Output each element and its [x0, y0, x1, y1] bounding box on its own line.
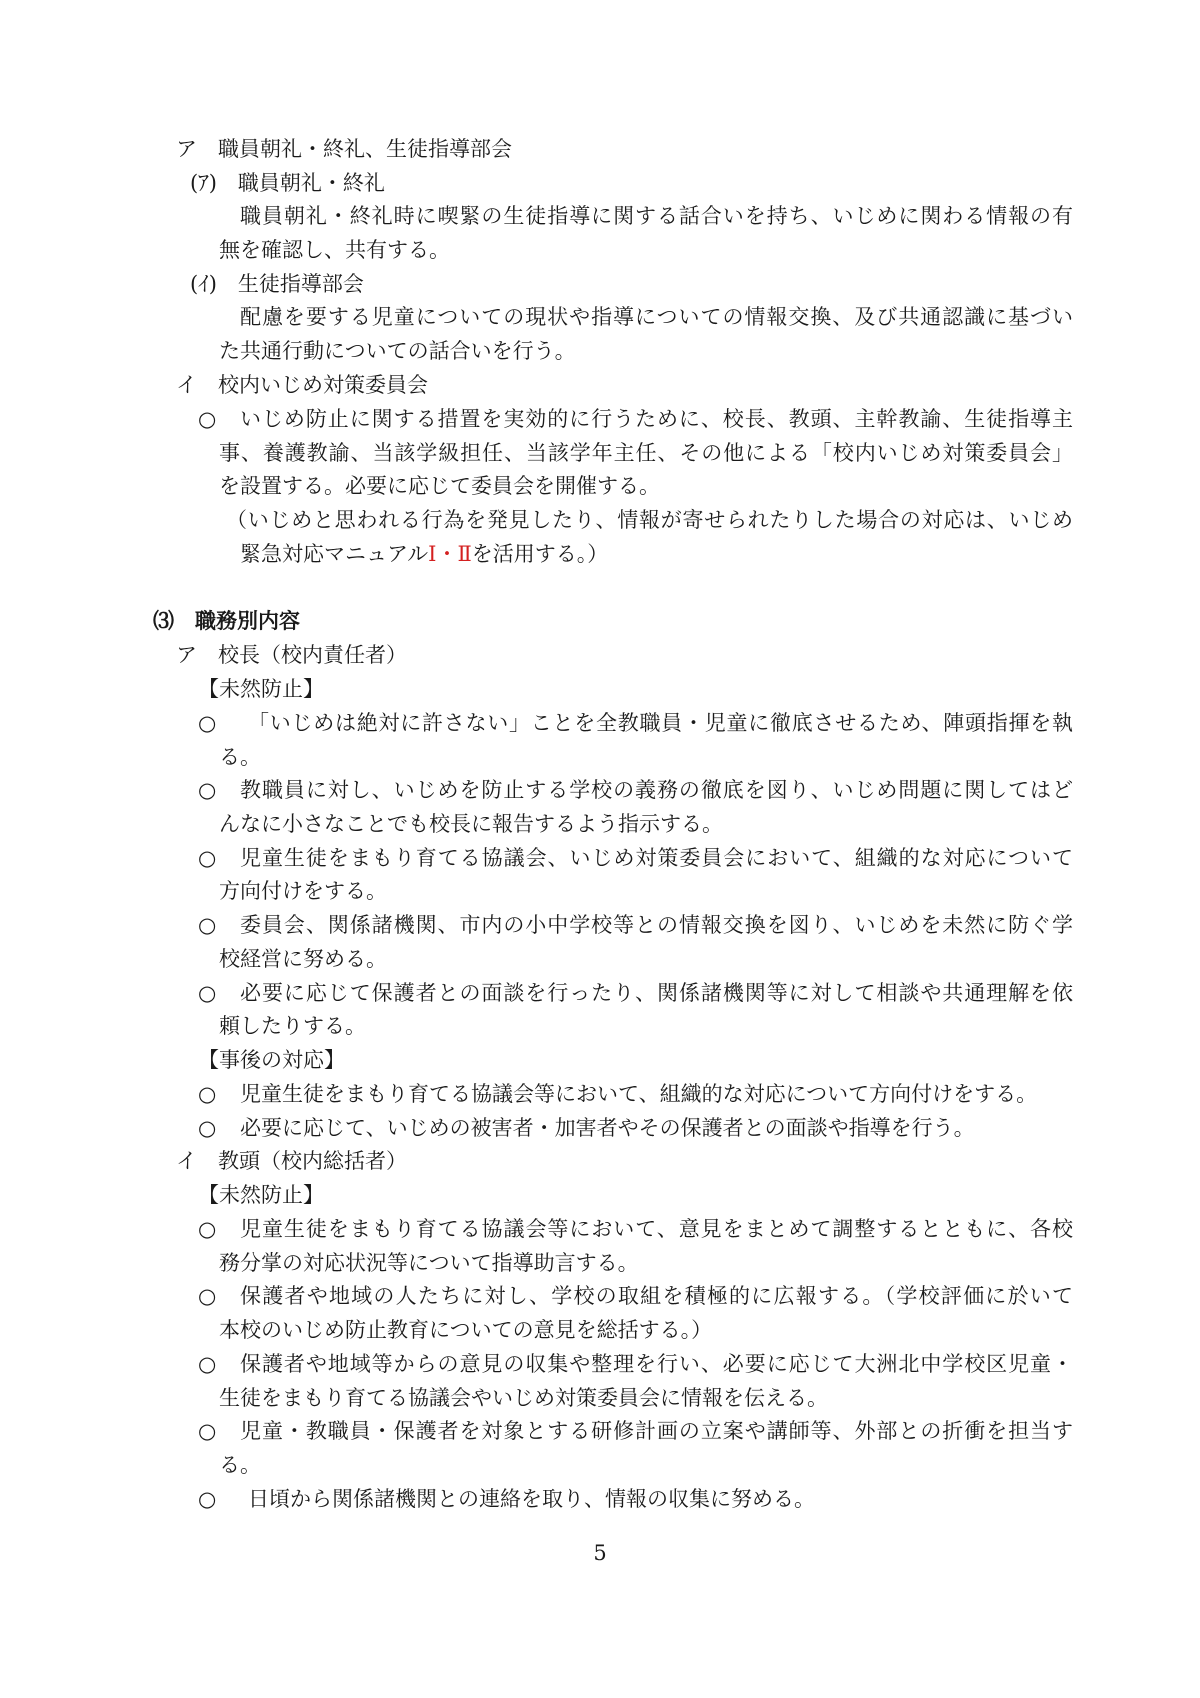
- section-i-heading: イ 校内いじめ対策委員会: [176, 373, 428, 397]
- list-item: 必要に応じて保護者との面談を行ったり、関係諸機関等に対して相談や共通理解を依: [240, 981, 1073, 1005]
- paragraph-line: いじめ防止に関する措置を実効的に行うために、校長、教頭、主幹教諭、生徒指導主: [240, 407, 1073, 431]
- list-item: 保護者や地域等からの意見の収集や整理を行い、必要に応じて大洲北中学校区児童・: [240, 1352, 1073, 1376]
- list-item: 児童生徒をまもり育てる協議会等において、意見をまとめて調整するとともに、各校: [240, 1217, 1073, 1241]
- list-item: 保護者や地域の人たちに対し、学校の取組を積極的に広報する。（学校評価に於いて: [240, 1284, 1073, 1308]
- list-item: 日頃から関係諸機関との連絡を取り、情報の収集に努める。: [248, 1487, 815, 1511]
- list-item-continuation: る。: [219, 745, 261, 769]
- list-item: 児童生徒をまもり育てる協議会、いじめ対策委員会において、組織的な対応について: [240, 846, 1073, 870]
- paragraph-line: 事、養護教諭、当該学級担任、当該学年主任、その他による「校内いじめ対策委員会」: [219, 441, 1073, 465]
- list-item-continuation: 生徒をまもり育てる協議会やいじめ対策委員会に情報を伝える。: [219, 1386, 828, 1410]
- section-a-heading: ア 職員朝礼・終礼、生徒指導部会: [176, 137, 512, 161]
- list-item-continuation: 務分掌の対応状況等について指導助言する。: [219, 1251, 639, 1275]
- list-item-continuation: 本校のいじめ防止教育についての意見を総括する。）: [219, 1318, 713, 1342]
- list-item-continuation: んなに小さなことでも校長に報告するよう指示する。: [219, 812, 723, 836]
- paragraph-line: 配慮を要する児童についての現状や指導についての情報交換、及び共通認識に基づい: [240, 305, 1073, 329]
- note-line: [240, 537, 608, 571]
- bullet-circle: ○: [198, 1487, 217, 1511]
- section-3-heading: ⑶ 職務別内容: [153, 608, 300, 633]
- bullet-circle: ○: [198, 711, 217, 735]
- list-item-continuation: 方向付けをする。: [219, 879, 387, 903]
- bullet-circle: ○: [198, 407, 217, 431]
- bullet-circle: ○: [198, 981, 217, 1005]
- list-item: 委員会、関係諸機関、市内の小中学校等との情報交換を図り、いじめを未然に防ぐ学: [240, 913, 1073, 937]
- bullet-circle: ○: [198, 778, 217, 802]
- note-text: を活用する。）: [471, 542, 609, 566]
- principal-heading: ア 校長（校内責任者）: [176, 643, 407, 667]
- note-text: 緊急対応マニュアル: [240, 542, 429, 566]
- note-line: （いじめと思われる行為を発見したり、情報が寄せられたりした場合の対応は、いじめ: [226, 508, 1073, 532]
- bullet-circle: ○: [198, 1082, 217, 1106]
- bullet-circle: ○: [198, 913, 217, 937]
- bullet-circle: ○: [198, 1284, 217, 1308]
- manual-number-highlight: Ⅰ・Ⅱ: [428, 542, 472, 566]
- paragraph-line: た共通行動についての話合いを行う。: [219, 339, 576, 363]
- list-item: 「いじめは絶対に許さない」ことを全教職員・児童に徹底させるため、陣頭指揮を執: [248, 711, 1073, 735]
- after-response-label: 【事後の対応】: [198, 1048, 345, 1072]
- bullet-circle: ○: [198, 1352, 217, 1376]
- prevention-label: 【未然防止】: [198, 677, 324, 701]
- page-number: 5: [593, 1541, 607, 1565]
- bullet-circle: ○: [198, 1419, 217, 1443]
- prevention-label: 【未然防止】: [198, 1183, 324, 1207]
- list-item-continuation: る。: [219, 1453, 261, 1477]
- list-item: 児童生徒をまもり育てる協議会等において、組織的な対応について方向付けをする。: [240, 1082, 1038, 1106]
- bullet-circle: ○: [198, 846, 217, 870]
- list-item-continuation: 校経営に努める。: [219, 947, 387, 971]
- paragraph-line: 無を確認し、共有する。: [219, 238, 450, 262]
- list-item: 教職員に対し、いじめを防止する学校の義務の徹底を図り、いじめ問題に関してはど: [240, 778, 1073, 802]
- bullet-circle: ○: [198, 1217, 217, 1241]
- list-item-continuation: 頼したりする。: [219, 1014, 366, 1038]
- subsection-a1-heading: (ｱ) 職員朝礼・終礼: [190, 171, 385, 195]
- subsection-a2-heading: (ｲ) 生徒指導部会: [190, 272, 364, 296]
- list-item: 必要に応じて、いじめの被害者・加害者やその保護者との面談や指導を行う。: [240, 1116, 975, 1140]
- paragraph-line: 職員朝礼・終礼時に喫緊の生徒指導に関する話合いを持ち、いじめに関わる情報の有: [240, 204, 1073, 228]
- list-item: 児童・教職員・保護者を対象とする研修計画の立案や講師等、外部との折衝を担当す: [240, 1419, 1073, 1443]
- bullet-circle: ○: [198, 1116, 217, 1140]
- paragraph-line: を設置する。必要に応じて委員会を開催する。: [219, 474, 660, 498]
- vice-principal-heading: イ 教頭（校内総括者）: [176, 1149, 407, 1173]
